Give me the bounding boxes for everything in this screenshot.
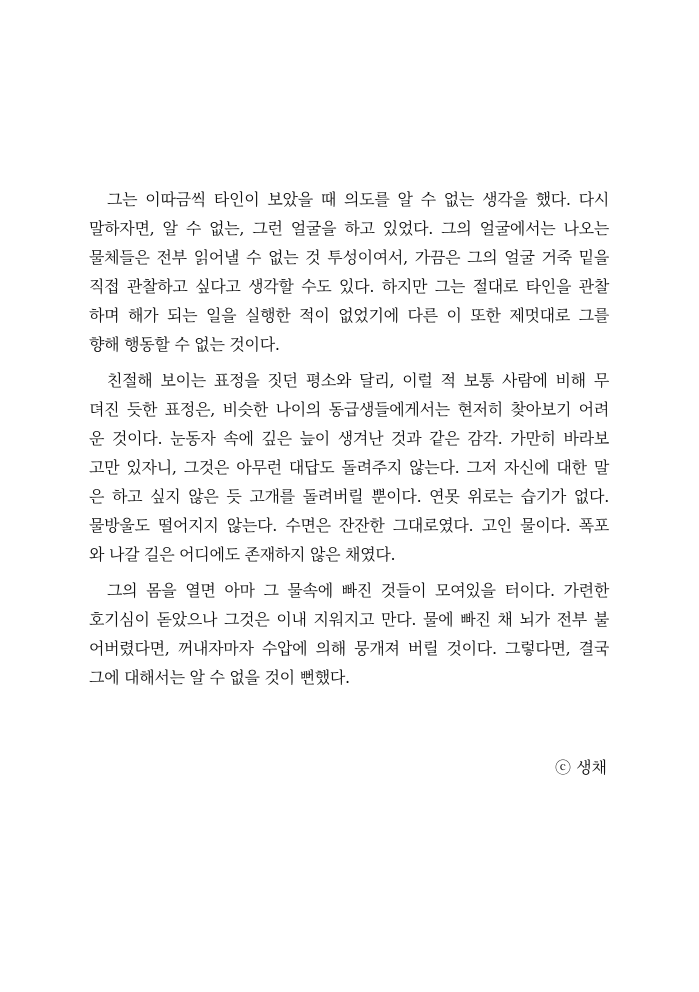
text-line: 뎌진 듯한 표정은, 비슷한 나이의 동급생들에게서는 현저히 찾아보기 어려 (89, 400, 609, 419)
paragraph-3 (89, 576, 609, 692)
copyright-signature: ⓒ 생채 (555, 758, 607, 777)
text-line: 향해 행동할 수 없는 것이다. (89, 335, 280, 354)
text-line: 말하자면, 알 수 없는, 그런 얼굴을 하고 있었다. 그의 얼굴에서는 나오는 (89, 219, 609, 238)
text-line: 물체들은 전부 읽어낼 수 없는 것 투성이여서, 가끔은 그의 얼굴 거죽 밑을 (89, 248, 609, 267)
text-line: 친절해 보이는 표정을 짓던 평소와 달리, 이럴 적 보통 사람에 비해 무 (107, 371, 609, 390)
text-line: 호기심이 돋았으나 그것은 이내 지워지고 만다. 물에 빠진 채 뇌가 전부 불 (89, 610, 609, 629)
text-line: 그의 몸을 열면 아마 그 물속에 빠진 것들이 모여있을 터이다. 가련한 (107, 581, 609, 600)
paragraph-2 (89, 366, 609, 569)
text-line: 그에 대해서는 알 수 없을 것이 뻔했다. (89, 668, 350, 687)
body-text (89, 185, 609, 699)
text-line: 은 하고 싶지 않은 듯 고개를 돌려버릴 뿐이다. 연못 위로는 습기가 없다. (89, 487, 609, 506)
text-line: 고만 있자니, 그것은 아무런 대답도 돌려주지 않는다. 그저 자신에 대한 말 (89, 458, 609, 477)
text-line: 어버렸다면, 꺼내자마자 수압에 의해 뭉개져 버릴 것이다. 그렇다면, 결국 (89, 639, 609, 658)
text-line: 직접 관찰하고 싶다고 생각할 수도 있다. 하지만 그는 절대로 타인을 관찰 (89, 277, 609, 296)
text-line: 물방울도 떨어지지 않는다. 수면은 잔잔한 그대로였다. 고인 물이다. 폭포 (89, 516, 609, 535)
text-line: 하며 해가 되는 일을 실행한 적이 없었기에 다른 이 또한 제멋대로 그를 (89, 306, 609, 325)
text-line: 와 나갈 길은 어디에도 존재하지 않은 채였다. (89, 545, 396, 564)
text-line: 그는 이따금씩 타인이 보았을 때 의도를 알 수 없는 생각을 했다. 다시 (107, 190, 609, 209)
text-line: 운 것이다. 눈동자 속에 깊은 늪이 생겨난 것과 같은 감각. 가만히 바라보 (89, 429, 609, 448)
paragraph-1 (89, 185, 609, 359)
